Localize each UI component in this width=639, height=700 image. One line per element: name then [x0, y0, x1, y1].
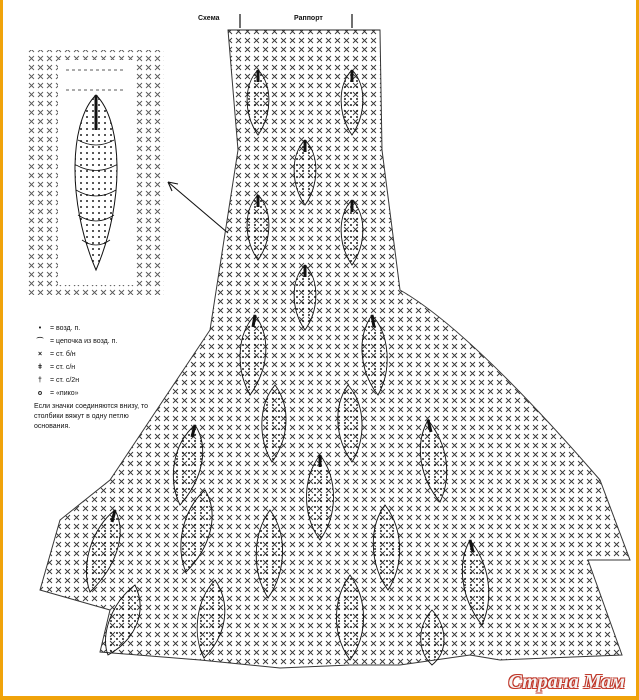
chain-loop-symbol: ⌒	[36, 338, 44, 345]
legend	[34, 322, 149, 432]
legend-item	[34, 348, 149, 361]
picot-symbol: o	[37, 390, 43, 397]
legend-item-text: = возд. п.	[50, 325, 81, 332]
watermark: Страна Мам	[508, 671, 625, 693]
treble-crochet-symbol: †	[38, 377, 42, 384]
legend-item	[34, 322, 149, 335]
legend-item	[34, 387, 149, 400]
legend-note: Если значки соединяются внизу, то столбики вяжут в одну петлю основания.	[34, 403, 149, 430]
legend-item-text: = «пико»	[50, 390, 79, 397]
single-crochet-symbol: ×	[37, 351, 43, 358]
legend-item	[34, 361, 149, 374]
inset-repeat-chart	[28, 50, 164, 295]
schema-label: Схема	[198, 15, 220, 22]
legend-item	[34, 374, 149, 387]
legend-item-text: = ст. б/н	[50, 351, 76, 358]
legend-item-text: = цепочка из возд. п.	[50, 338, 118, 345]
chain-stitch-symbol: •	[38, 325, 42, 332]
legend-item	[34, 335, 149, 348]
pointer-arrow	[168, 182, 228, 233]
legend-item-text: = ст. с/н	[50, 364, 76, 371]
rapport-label: Раппорт	[294, 15, 323, 22]
legend-item-text: = ст. с/2н	[50, 377, 80, 384]
double-crochet-symbol: ǂ	[37, 364, 43, 371]
